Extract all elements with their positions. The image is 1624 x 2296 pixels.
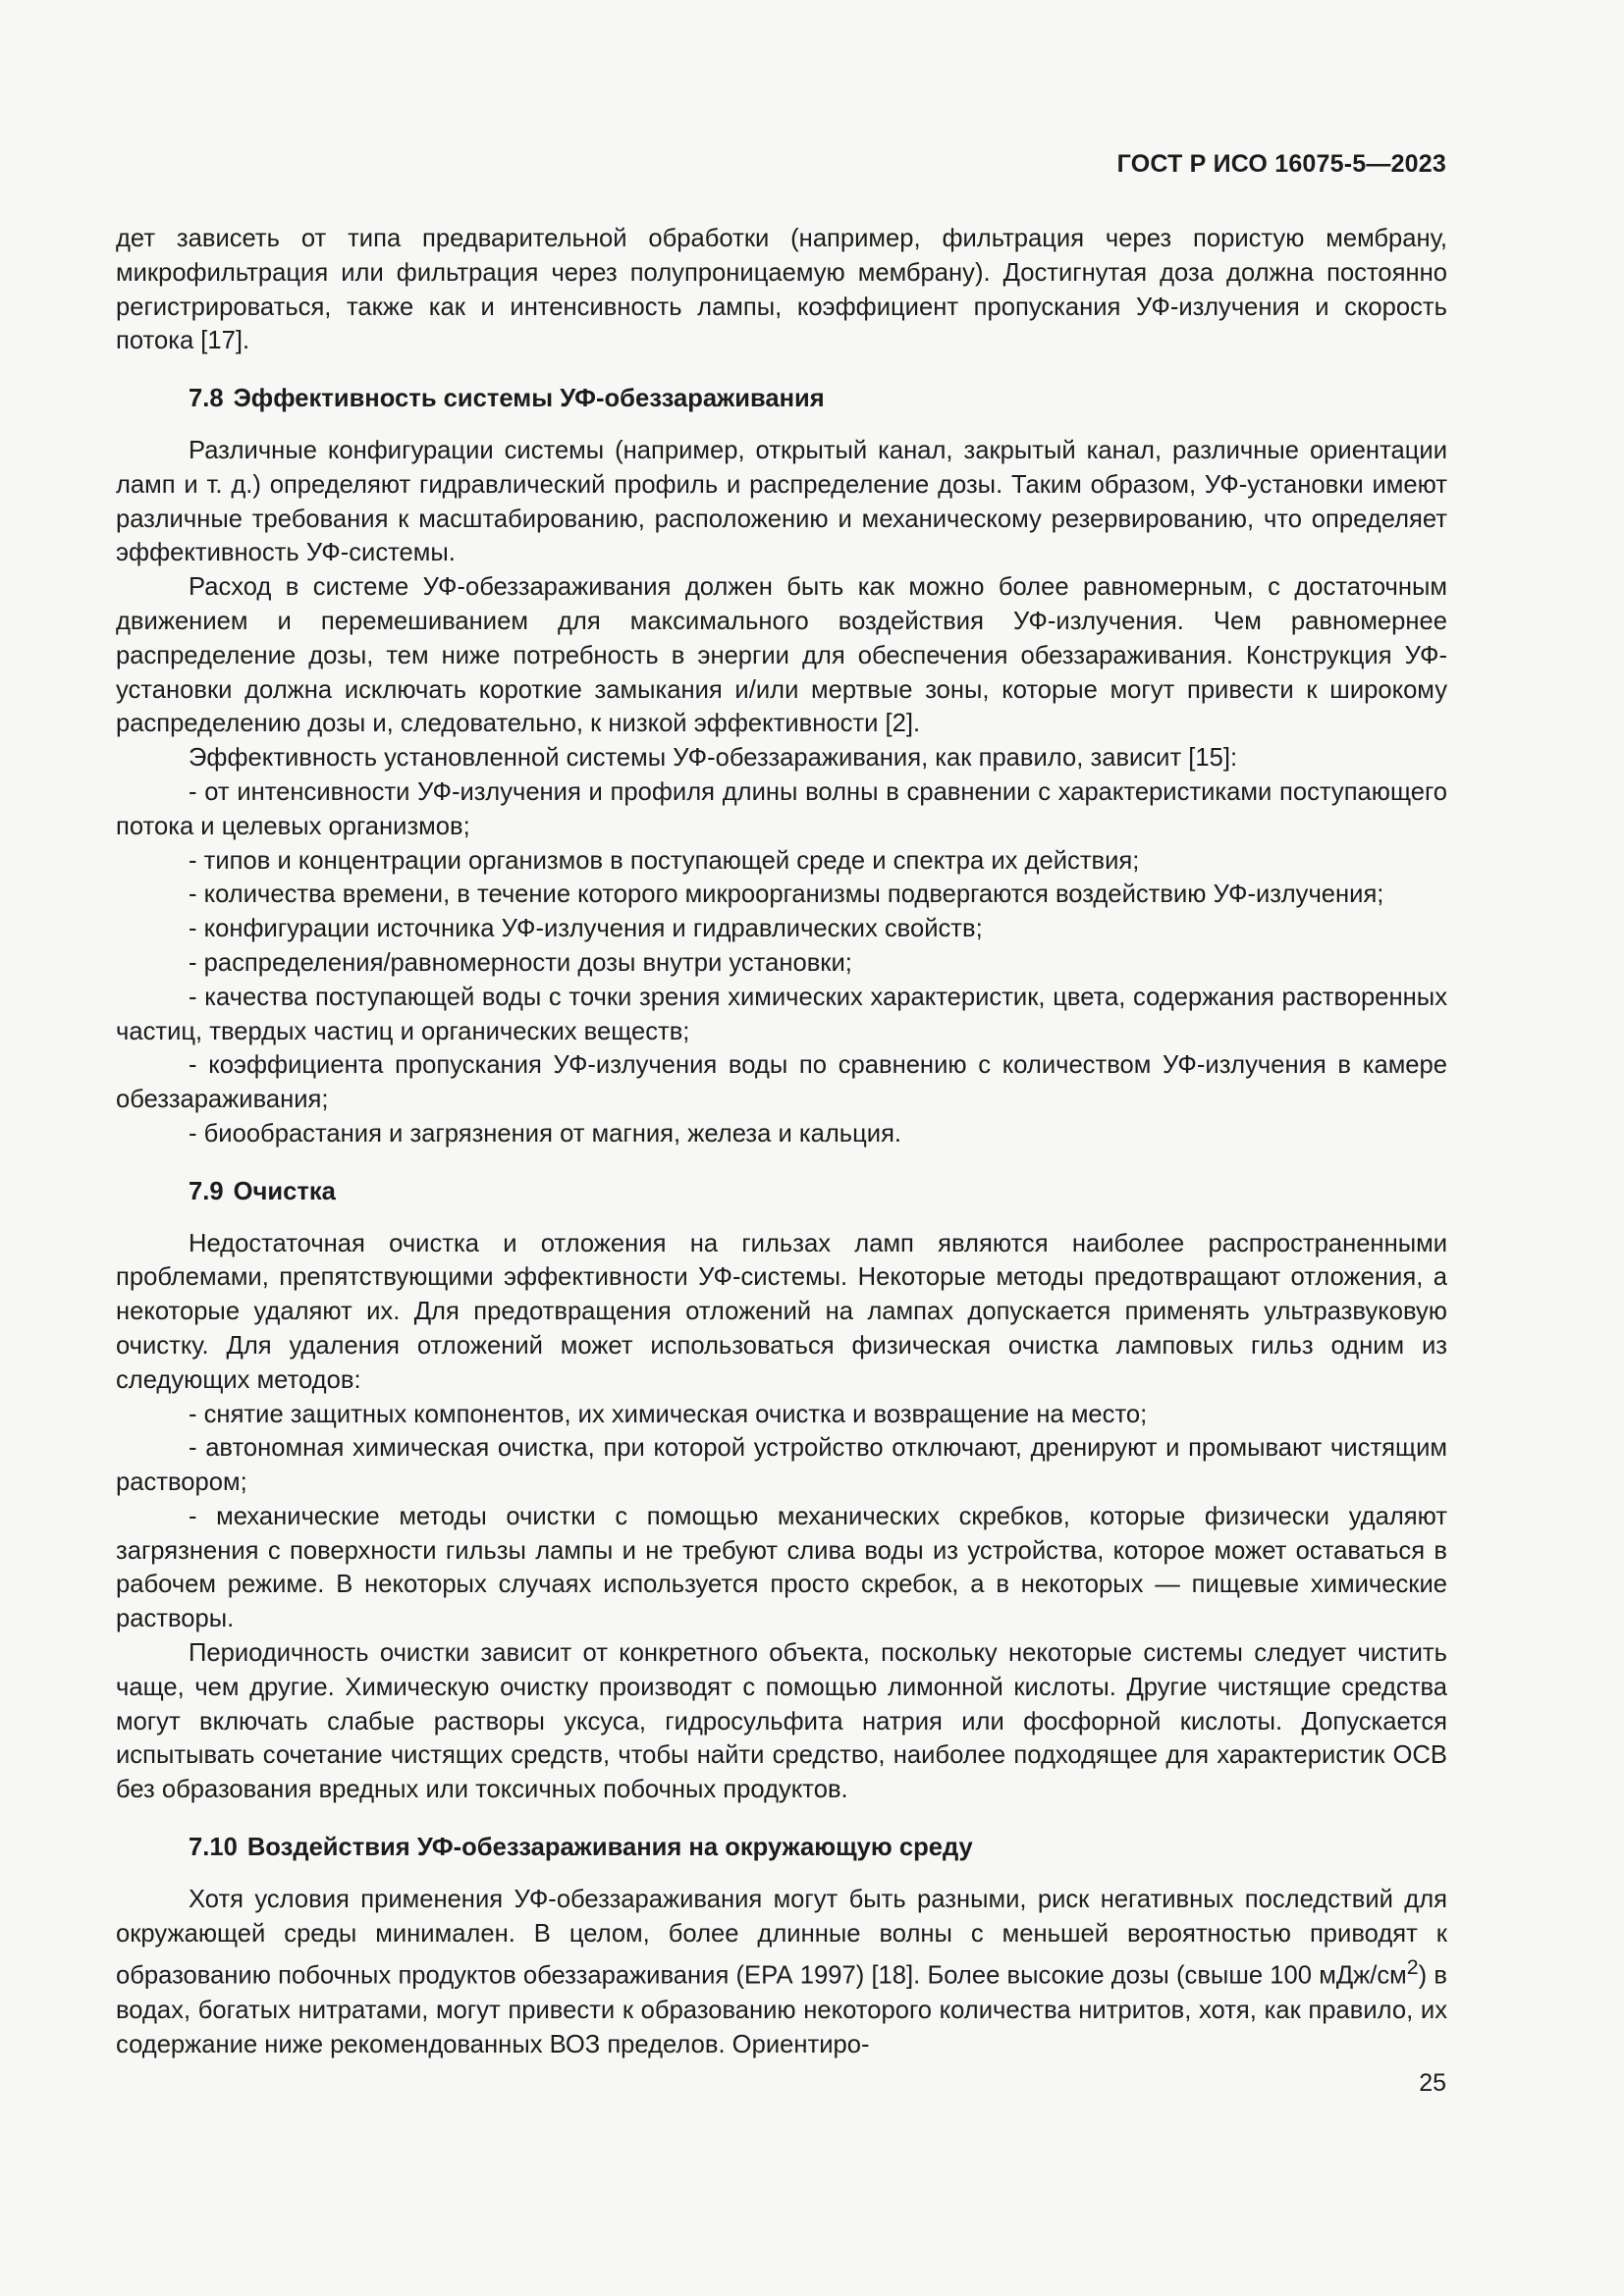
paragraph (116, 1883, 1447, 2062)
text-run: Хотя условия применения УФ-обеззараживания могут быть разными, риск негативных последствий для окружающей среды минимален. В целом, более длинные волны с меньшей вероятностью приводят к образованию побочных продуктов обеззараживания (ЕРА 1997) [18]. Более высокие дозы (свыше 100 мДж/см (116, 1885, 1447, 1990)
list-item: - коэффициента пропускания УФ-излучения воды по сравнению с количеством УФ-излучения в камере обеззараживания; (116, 1051, 1447, 1114)
section-title: Эффективность системы УФ-обеззараживания (233, 385, 825, 413)
section-heading-7-8 (116, 382, 1447, 416)
list-item: - механические методы очистки с помощью механических скребков, которые физически удаляют загрязнения с поверхности гильзы лампы и не требуют слива воды из устройства, которое может оставаться в рабочем режиме. В некоторых случаях используется просто скребок, а в некоторых — пищевые химические растворы. (116, 1502, 1447, 1633)
paragraph: Недостаточная очистка и отложения на гильзах ламп являются наиболее распространенными проблемами, препятствующими эффективности УФ-системы. Некоторые методы предотвращают отложения, а некоторые удаляют их. Для предотвращения отложений на лампах допускается применять ультразвуковую очистку. Для удаления отложений может использоваться физическая очистка ламповых гильз одним из следующих методов: (116, 1229, 1447, 1394)
list-item: - снятие защитных компонентов, их химическая очистка и возвращение на место; (189, 1400, 1148, 1428)
section-number: 7.9 (189, 1177, 224, 1205)
list-item: - типов и концентрации организмов в поступающей среде и спектра их действия; (189, 846, 1140, 875)
document-body (116, 222, 1447, 2061)
list-item: - конфигурации источника УФ-излучения и гидравлических свойств; (189, 915, 983, 943)
section-title: Воздействия УФ-обеззараживания на окружающую среду (246, 1834, 973, 1862)
section-number: 7.10 (189, 1834, 238, 1862)
list-item: - качества поступающей воды с точки зрения химических характеристик, цвета, содержания растворенных частиц, твердых частиц и органических веществ; (116, 983, 1447, 1045)
section-heading-7-9 (116, 1175, 1447, 1209)
list-item: - количества времени, в течение которого микроорганизмы подвергаются воздействию УФ-излучения; (189, 881, 1384, 909)
section-heading-7-10 (116, 1831, 1447, 1865)
intro-paragraph: дет зависеть от типа предварительной обработки (например, фильтрация через пористую мембрану, микрофильтрация или фильтрация через полупроницаемую мембрану). Достигнутая доза должна постоянно регистрироваться, также как и интенсивность лампы, коэффициент пропускания УФ-излучения и скорость потока [17]. (116, 225, 1447, 355)
list-item: - распределения/равномерности дозы внутри установки; (189, 948, 852, 977)
list-item: - биообрастания и загрязнения от магния, железа и кальция. (189, 1119, 902, 1148)
list-item: - автономная химическая очистка, при которой устройство отключают, дренируют и промывают чистящим раствором; (116, 1434, 1447, 1497)
paragraph: Периодичность очистки зависит от конкретного объекта, поскольку некоторые системы следует чистить чаще, чем другие. Химическую очистку производят с помощью лимонной кислоты. Другие чистящие средства могут включать слабые растворы уксуса, гидросульфита натрия или фосфорной кислоты. Допускается испытывать сочетание чистящих средств, чтобы найти средство, наиболее подходящее для характеристик ОСВ без образования вредных или токсичных побочных продуктов. (116, 1639, 1447, 1804)
paragraph: Расход в системе УФ-обеззараживания должен быть как можно более равномерным, с достаточным движением и перемешиванием для максимального воздействия УФ-излучения. Чем равномернее распределение дозы, тем ниже потребность в энергии для обеспечения обеззараживания. Конструкция УФ-установки должна исключать короткие замыкания и/или мертвые зоны, которые могут привести к широкому распределению дозы и, следовательно, к низкой эффективности [2]. (116, 573, 1447, 738)
paragraph: Эффективность установленной системы УФ-обеззараживания, как правило, зависит [15]: (189, 744, 1238, 773)
text-run: ) в водах, богатых нитратами, могут привести к образованию некоторого количества нитритов, хотя, как правило, их содержание ниже рекомендованных ВОЗ пределов. Ориентиро- (116, 1961, 1448, 2058)
list-item: - от интенсивности УФ-излучения и профиля длины волны в сравнении с характеристиками поступающего потока и целевых организмов; (116, 777, 1447, 840)
section-title: Очистка (233, 1177, 336, 1205)
page-number: 25 (1419, 2069, 1446, 2097)
section-number: 7.8 (189, 385, 224, 413)
document-header: ГОСТ Р ИСО 16075-5—2023 (1116, 150, 1446, 178)
paragraph: Различные конфигурации системы (например, открытый канал, закрытый канал, различные ориентации ламп и т. д.) определяют гидравлический профиль и распределение дозы. Таким образом, УФ-установки имеют различные требования к масштабированию, расположению и механическому резервированию, что определяет эффективность УФ-системы. (116, 436, 1447, 567)
superscript: 2 (1406, 1955, 1419, 1980)
